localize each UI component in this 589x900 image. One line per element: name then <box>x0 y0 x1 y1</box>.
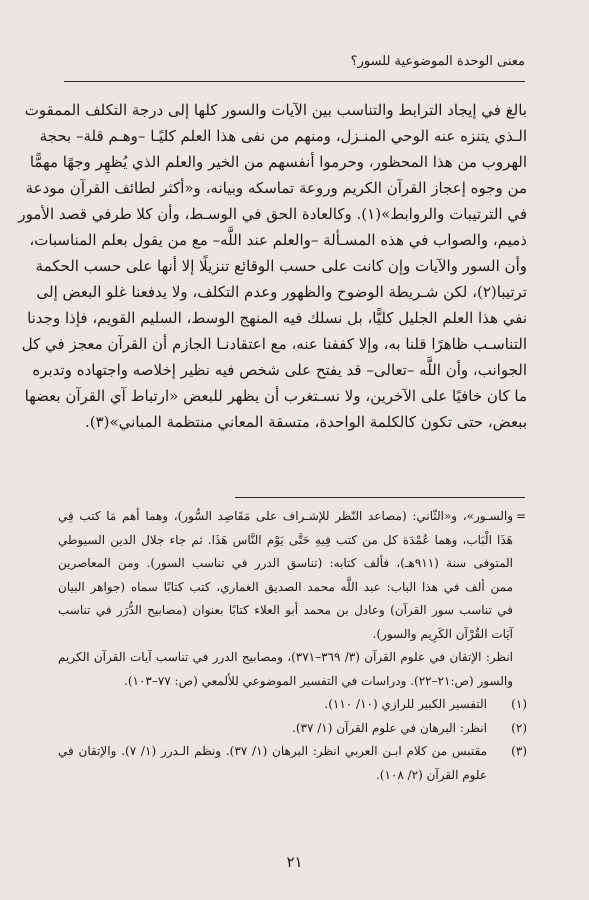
footnote-separator <box>235 497 525 498</box>
footnote-line: في تناسب سور القرآن) وعادل بن محمد أبو العلاء كتابًا بعنوان (مصابيح الدُّرَر في تناسب <box>58 603 513 617</box>
header-rule <box>64 81 525 82</box>
body-line: في الترتيبات والروابط»(١). وكالعادة الحق في الوسـط، وأن كلا طرفي قصد الأمور <box>18 205 527 223</box>
footnote-line: ممن ألف في هذا الباب: عبد اللَّه محمد الصديق الغماري، كتب كتابًا سماه (جواهر البيان <box>58 579 513 594</box>
continuation-marker: = <box>515 509 527 523</box>
footnote-line: مقتبس من كلام ابـن العربي انظر: البرهان (١/ ٣٧). ونظم الـدرر (١/ ٧). والإتقان في <box>58 744 488 758</box>
footnote-line: والسور (ص:٢١–٢٢). ودراسات في التفسير الموضوعي للألمعي (ص: ٧٧–١٠٣). <box>124 673 513 688</box>
footnote-line: علوم القرآن (٢/ ١٠٨). <box>375 767 487 782</box>
footnote-3 <box>58 740 527 787</box>
footnote-line: هَذَا الْبَاب، وهما عُمْدَة كل من كتب فِيهِ حَتَّى يَوْم النَّاس هَذَا. ثم جاء جلال الدين السيوطي <box>58 532 513 547</box>
body-line: الجوانب، وأن اللَّه –تعالى– قد يفتح على شخص فيه نظير إخلاصه واجتهاده وتدبره <box>32 361 527 379</box>
body-line: ترتيبا(٢)، لكن شـريطة الوضوح والظهور وعدم التكلف، ولا يدفعنا غلو البعض إلى <box>36 283 527 301</box>
footnote-line: انظر: الإتقان في علوم القرآن (٣/ ٣٦٩–٣٧١)، ومصابيح الدرر في تناسب آيات القرآن الكريم <box>58 650 514 664</box>
body-line: ذميم، والصواب في هذه المسـألة –والعلم عند اللَّه– مع من يقول بعلم المناسبات، <box>29 231 527 249</box>
body-line: الهروب من هذا المحظور، وحرموا أنفسهم من الخير والعلم الذي يُظهِر وجهًا مهمًّا <box>29 153 527 171</box>
footnote-line: انظر: البرهان في علوم القرآن (١/ ٣٧). <box>292 720 487 735</box>
body-line: ما كان خافيًا على الآخرين، ولا نسـتغرب أن يظهر للبعض «ارتباط آي القرآن بعضها <box>24 387 527 405</box>
footnote-line: آيَات القُرْآن الكَرِيم والسور). <box>372 626 513 641</box>
main-text <box>18 97 527 489</box>
footnote-1 <box>58 693 527 717</box>
footnote-see-also <box>58 646 527 693</box>
body-line: من وجوه إعجاز القرآن الكريم وروعة تماسكه وبيانه، و«أكثر لطائف القرآن مودعة <box>25 179 527 197</box>
body-line: التناسـب ظاهرًا قلنا به، وإلا كففنا عنه، مع اعتقادنـا الجازم أن القرآن معجز في كل <box>21 335 527 353</box>
body-line: وأن السور والآيات وإن كانت على حسب الوقائع تنزيلًا إلا أنها على حسب الحكمة <box>35 257 527 275</box>
footnote-number: (١) <box>511 697 527 711</box>
footnote-2 <box>58 717 527 741</box>
footnote-number: (٢) <box>511 720 527 735</box>
running-title: معنى الوحدة الموضوعية للسور؟ <box>350 54 525 69</box>
footnote-line: المتوفى سنة (٩١١هـ)، فألف كتابه: (تناسق الدرر في تناسب السور). ومن المعاصرين <box>58 556 514 570</box>
body-line: بالغ في إيجاد الترابط والتناسب بين الآيات والسور كلها إلى درجة التكلف الممقوت <box>24 101 527 119</box>
footnote-line: التفسير الكبير للرازي (١٠/ ١١٠). <box>324 697 487 711</box>
footnote-number: (٣) <box>511 744 527 758</box>
body-line: ببعض، حتى تكون كالكلمة الواحدة، متسقة المعاني منتظمة المباني»(٣). <box>84 413 527 431</box>
body-line: نفي هذا العلم الجليل كليًّا، بل نسلك فيه المنهج الوسط، السليم القويم، فإذا وجدنا <box>27 309 527 327</box>
page-number: ٢١ <box>286 853 303 871</box>
footnote-continuation <box>58 505 527 646</box>
footnote-line: والسـور»، و«الثّاني: (مصاعد النّظر للإشـراف على مَقَاصِد السُّور)، وهما أهم مَا كتب فِي <box>58 509 513 523</box>
footnotes <box>58 505 527 835</box>
body-line: الـذي يتنزه عنه الوحي المنـزل، ومنهم من نفى هذا العلم كليًـا –وهـم قلة– بحجة <box>39 127 527 145</box>
